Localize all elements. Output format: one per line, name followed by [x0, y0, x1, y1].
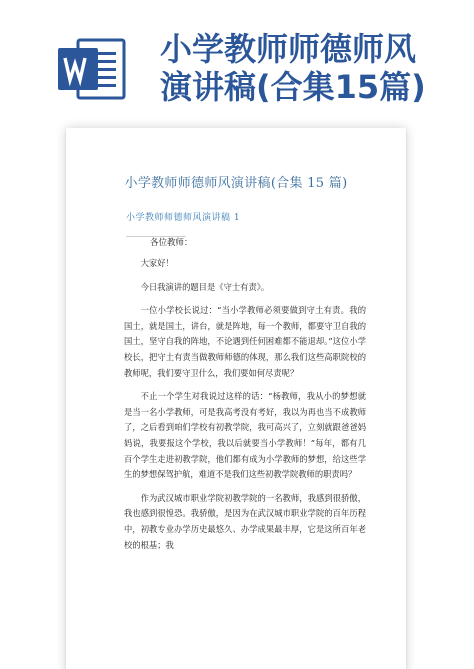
paragraph-principal-quote: 一位小学校长说过：“当小学教师必须要做到守土有责。我的国土，就是国土，讲台，就是阵地，每一个教师，都要守卫自我的国土，坚守自我的阵地，不论遇到任何困难都不能退却。”这位小学校长，把守土有责当做教师师德的体现，那么我们这些高职院校的教师呢，我们要守卫什么，我们要如何尽责呢？	[124, 305, 366, 378]
banner-title-line-1: 小学教师师德师风	[160, 30, 417, 68]
section-title: 小学教师师德师风演讲稿 1	[126, 213, 241, 223]
paragraph-student-quote: 不止一个学生对我说过这样的话：“杨教师，我从小的梦想就是当一名小学教师，可是我高考没有考好，我以为再也当不成教师了，之后看到咱们学校有初教学院，我可高兴了，立刻就跟爸爸妈妈说，我要报这个学校，我以后就要当小学教师！”每年，都有几百个学生走进初教学院，他们都有成为小学教师的梦想，给这些学生的梦想保驾护航，难道不是我们这些初教学院教师的职责吗？	[124, 391, 366, 480]
paragraph-pride: 作为武汉城市职业学院初教学院的一名教师，我感到很骄傲，我也感到很惶恐。我骄傲，是因为在武汉城市职业学院的百年历程中，初教专业办学历史最悠久、办学成果最丰厚，它是这所百年老校的根基；我	[124, 492, 366, 550]
word-document-icon	[56, 36, 128, 102]
banner-title-line-2: 演讲稿(合集15篇)	[160, 68, 426, 106]
paragraph-greeting: 大家好！	[140, 258, 174, 268]
document-body	[124, 256, 366, 553]
paragraph-topic: 今日我演讲的题目是《守士有责》。	[140, 281, 270, 292]
banner	[0, 0, 474, 140]
document-page	[66, 128, 406, 669]
banner-title	[160, 30, 460, 106]
salutation: 各位教师：	[150, 238, 193, 248]
document-title: 小学教师师德师风演讲稿(合集 15 篇)	[124, 176, 348, 191]
